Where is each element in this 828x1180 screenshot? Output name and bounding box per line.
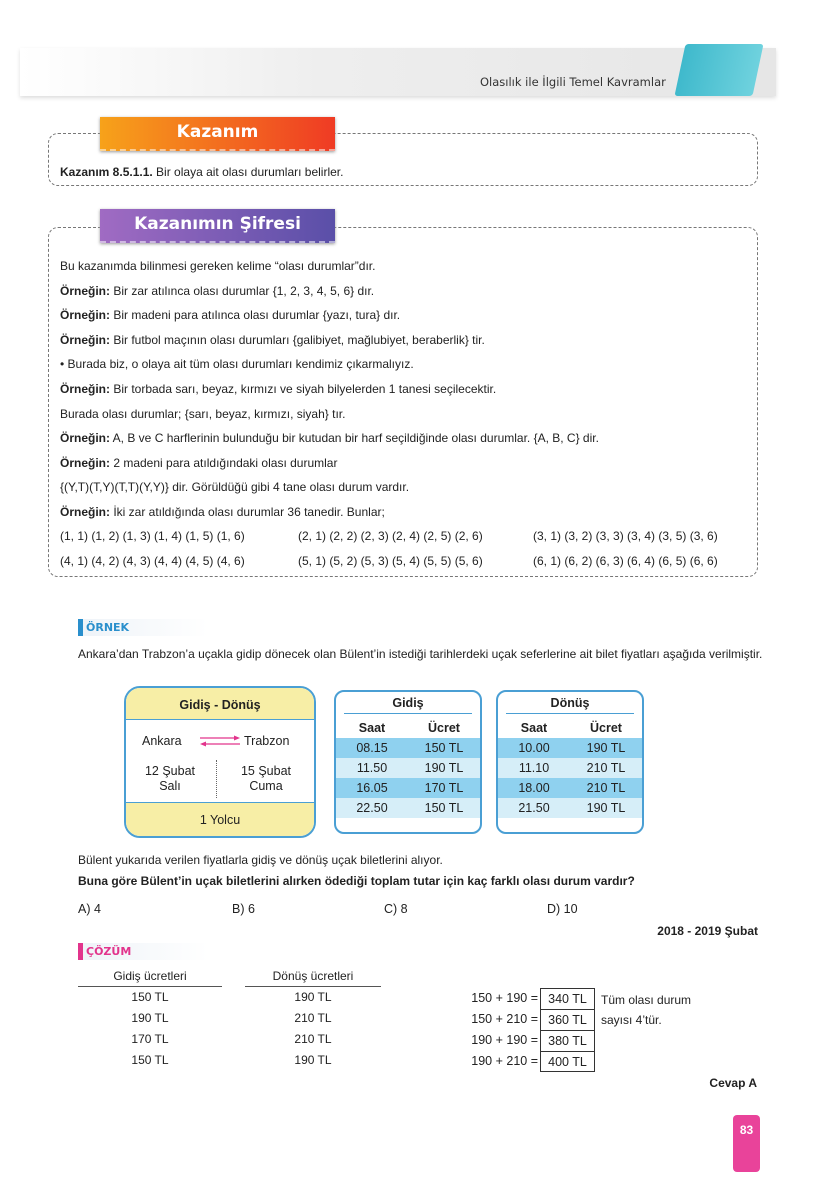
sifre-line	[60, 333, 485, 347]
price-cell: 190 TL	[586, 801, 626, 815]
price-item: 190 TL	[294, 990, 332, 1004]
time-cell: 22.50	[356, 801, 388, 815]
option-d[interactable]: D) 10	[547, 902, 578, 916]
sum-expression: 150 + 190 =	[471, 991, 538, 1005]
gidis-table	[334, 690, 482, 834]
gidis-prices-header: Gidiş ücretleri	[78, 969, 222, 987]
price-item: 210 TL	[294, 1032, 332, 1046]
question-intro: Bülent yukarıda verilen fiyatlarla gidiş ve dönüş uçak biletlerini alıyor.	[78, 853, 443, 867]
kazanim-ribbon: Kazanım	[100, 117, 335, 151]
sum-expression: 190 + 190 =	[471, 1033, 538, 1047]
time-cell: 08.15	[356, 741, 388, 755]
cozum-label: ÇÖZÜM	[78, 943, 208, 960]
trip-passengers: 1 Yolcu	[126, 802, 314, 836]
price-item: 190 TL	[131, 1011, 169, 1025]
time-cell: 11.10	[518, 761, 550, 775]
sifre-line	[60, 357, 414, 371]
table-row	[336, 778, 480, 798]
sifre-line	[60, 505, 385, 519]
time-cell: 16.05	[356, 781, 388, 795]
note-line: Tüm olası durum	[601, 993, 692, 1007]
line-text: Bir zar atılınca olası durumlar {1, 2, 3, 4, 5, 6} dır.	[110, 283, 375, 298]
col-header: Ücret	[428, 721, 460, 735]
table-row	[336, 738, 480, 758]
time-cell: 11.50	[356, 761, 388, 775]
note-line: sayısı 4’tür.	[601, 1013, 662, 1027]
line-text: 2 madeni para atıldığındaki olası durumlar	[110, 455, 338, 470]
depart-date: 12 Şubat	[144, 764, 196, 778]
dice-outcomes: (2, 1) (2, 2) (2, 3) (2, 4) (2, 5) (2, 6)	[298, 529, 483, 543]
line-text: Bir futbol maçının olası durumları {galibiyet, mağlubiyet, beraberlik} tir.	[110, 332, 485, 347]
return-date: 15 Şubat	[240, 764, 292, 778]
col-header: Saat	[520, 721, 548, 735]
dice-outcomes: (4, 1) (4, 2) (4, 3) (4, 4) (4, 5) (4, 6)	[60, 553, 245, 568]
sifre-line	[60, 308, 400, 322]
sifre-line	[60, 284, 374, 298]
price-cell: 190 TL	[424, 761, 464, 775]
kazanim-code: Kazanım 8.5.1.1.	[60, 165, 153, 179]
line-text: • Burada biz, o olaya ait tüm olası durumları kendimiz çıkarmalıyız.	[60, 357, 414, 372]
col-header: Saat	[358, 721, 386, 735]
sifre-line	[60, 382, 496, 396]
kazanim-desc: Bir olaya ait olası durumları belirler.	[152, 165, 344, 179]
sifre-line	[60, 480, 409, 494]
chapter-title: Olasılık ile İlgili Temel Kavramlar	[480, 75, 666, 89]
results-box	[540, 988, 595, 1072]
question: Buna göre Bülent’in uçak biletlerini alırken ödediği toplam tutar için kaç farklı olası durum vardır?	[78, 874, 635, 888]
line-text: Bir torbada sarı, beyaz, kırmızı ve siyah bilyelerden 1 tanesi seçilecektir.	[110, 382, 497, 396]
donus-title: Dönüş	[506, 696, 634, 714]
sifre-line	[60, 431, 599, 445]
line-text: Bu kazanımda bilinmesi gereken kelime “olası durumlar”dır.	[60, 259, 376, 273]
donus-table	[496, 690, 644, 834]
sum-expression: 150 + 210 =	[471, 1012, 538, 1026]
trip-from: Ankara	[142, 734, 182, 748]
price-item: 210 TL	[294, 1011, 332, 1025]
line-text: {(Y,T)(T,Y)(T,T)(Y,Y)} dir. Görüldüğü gibi 4 tane olası durum vardır.	[60, 480, 410, 495]
trip-title: Gidiş - Dönüş	[126, 688, 314, 720]
price-item: 150 TL	[131, 990, 169, 1004]
price-cell: 210 TL	[586, 781, 626, 795]
time-cell: 10.00	[518, 741, 550, 755]
price-item: 190 TL	[294, 1053, 332, 1067]
sifre-box	[48, 227, 758, 577]
table-row	[498, 758, 642, 778]
sifre-line	[60, 259, 375, 273]
result-note	[601, 990, 691, 1030]
donus-prices-header: Dönüş ücretleri	[245, 969, 381, 987]
sifre-ribbon: Kazanımın Şifresi	[100, 209, 335, 243]
example-label: Örneğin:	[60, 283, 110, 298]
answer: Cevap A	[709, 1076, 757, 1090]
dice-outcomes: (6, 1) (6, 2) (6, 3) (6, 4) (6, 5) (6, 6)	[533, 553, 718, 568]
question-source: 2018 - 2019 Şubat	[657, 924, 758, 938]
page-number: 83	[733, 1115, 760, 1172]
table-row	[498, 738, 642, 758]
price-cell: 150 TL	[424, 741, 464, 755]
table-row	[498, 778, 642, 798]
sifre-line	[60, 407, 345, 421]
round-trip-arrows-icon	[198, 734, 242, 748]
sum-expression: 190 + 210 =	[471, 1054, 538, 1068]
price-item: 170 TL	[131, 1032, 169, 1046]
trip-depart-date	[136, 764, 204, 794]
price-item: 150 TL	[131, 1053, 169, 1067]
donus-prices	[245, 969, 381, 1071]
example-label: Örneğin:	[60, 382, 110, 396]
example-label: Örneğin:	[60, 505, 110, 519]
option-b[interactable]: B) 6	[232, 902, 255, 916]
price-cell: 210 TL	[586, 761, 626, 775]
ornek-text: Ankara’dan Trabzon’a uçakla gidip dönecek olan Bülent’in istediği tarihlerdeki uçak seferlerine ait bilet fiyatları aşağıda verilmiştir.	[78, 647, 763, 661]
line-text: A, B ve C harflerinin bulunduğu bir kutudan bir harf seçildiğinde olası durumlar. {A, B, C} dir.	[110, 431, 599, 446]
time-cell: 18.00	[518, 781, 550, 795]
result: 380 TL	[541, 1031, 594, 1052]
line-text: Bir madeni para atılınca olası durumlar {yazı, tura} dır.	[110, 308, 401, 323]
col-header: Ücret	[590, 721, 622, 735]
dice-outcomes: (1, 1) (1, 2) (1, 3) (1, 4) (1, 5) (1, 6)	[60, 529, 245, 543]
example-label: Örneğin:	[60, 455, 110, 470]
result: 360 TL	[541, 1010, 594, 1031]
ornek-label: ÖRNEK	[78, 619, 208, 636]
trip-card	[124, 686, 316, 838]
trip-return-date	[230, 764, 302, 794]
table-row	[498, 798, 642, 818]
price-cell: 150 TL	[424, 801, 464, 815]
sifre-line	[60, 456, 337, 470]
depart-day: Salı	[159, 779, 181, 793]
table-row	[336, 798, 480, 818]
header-tab-decoration	[674, 44, 763, 96]
gidis-prices	[78, 969, 222, 1071]
result: 340 TL	[541, 989, 594, 1010]
dice-outcomes: (5, 1) (5, 2) (5, 3) (5, 4) (5, 5) (5, 6)	[298, 553, 483, 568]
price-cell: 190 TL	[586, 741, 626, 755]
time-cell: 21.50	[518, 801, 550, 815]
option-c[interactable]: C) 8	[384, 902, 408, 916]
dice-outcomes: (3, 1) (3, 2) (3, 3) (3, 4) (3, 5) (3, 6)	[533, 529, 718, 543]
example-label: Örneğin:	[60, 332, 110, 347]
example-label: Örneğin:	[60, 431, 110, 446]
example-label: Örneğin:	[60, 308, 110, 323]
result: 400 TL	[548, 1055, 587, 1069]
line-text: İki zar atıldığında olası durumlar 36 tanedir. Bunlar;	[110, 505, 385, 519]
line-text: Burada olası durumlar; {sarı, beyaz, kırmızı, siyah} tır.	[60, 406, 346, 421]
price-cell: 170 TL	[424, 781, 464, 795]
divider	[216, 760, 217, 798]
return-day: Cuma	[249, 779, 283, 793]
table-row	[336, 758, 480, 778]
gidis-title: Gidiş	[344, 696, 472, 714]
option-a[interactable]: A) 4	[78, 902, 101, 916]
kazanim-text	[60, 165, 343, 179]
trip-to: Trabzon	[244, 734, 290, 748]
